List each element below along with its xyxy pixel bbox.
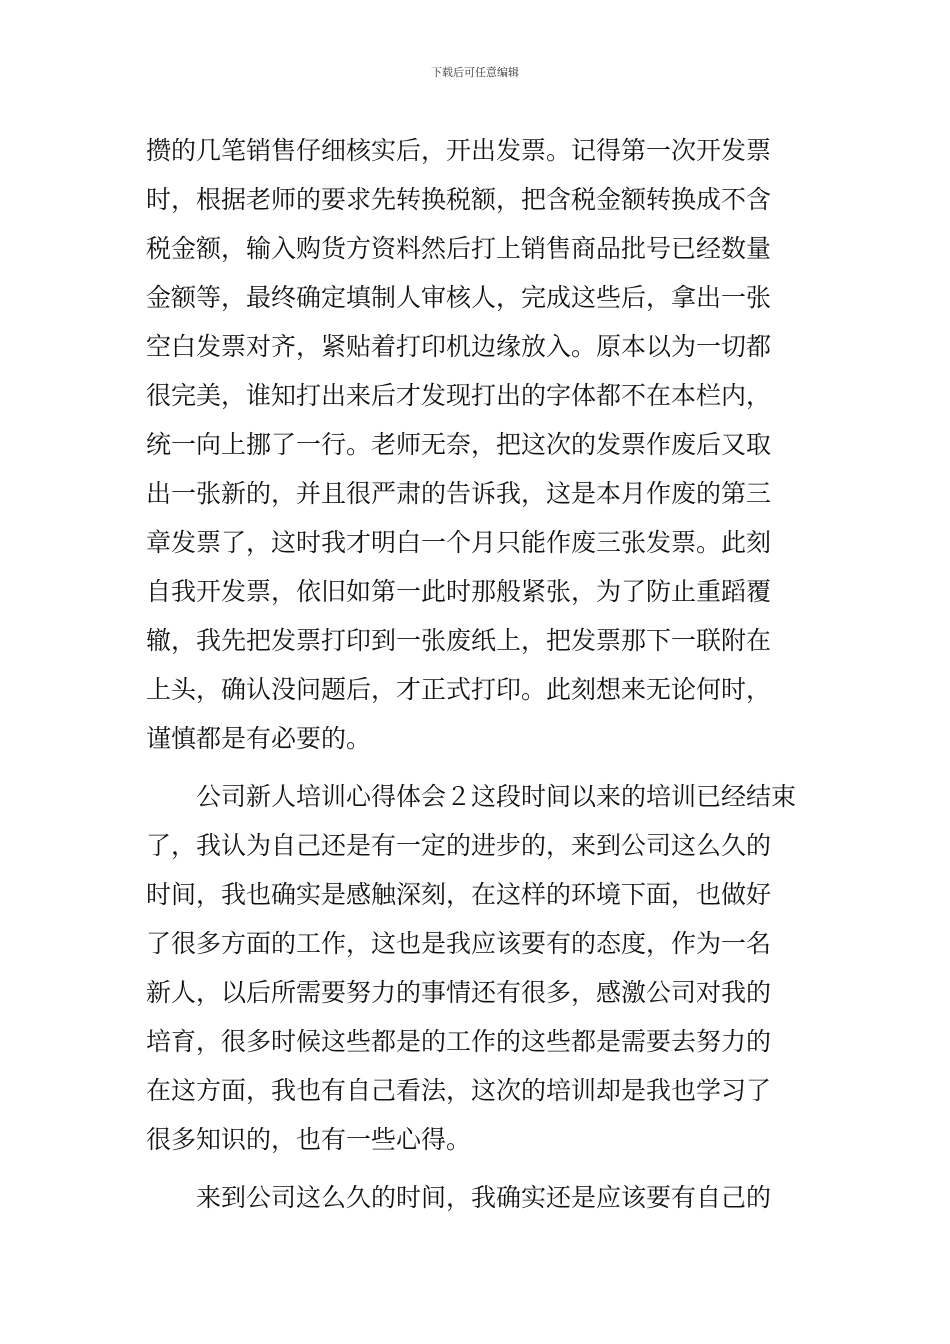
paragraph-1-line-13: 谨慎都是有必要的。: [146, 724, 372, 753]
paragraph-1-line-12: 上头，确认没问题后，才正式打印。此刻想来无论何时，: [146, 675, 772, 704]
paragraph-2-line-4: 了很多方面的工作，这也是我应该要有的态度，作为一名: [146, 929, 772, 958]
paragraph-3-line-1: 来到公司这么久的时间，我确实还是应该要有自己的: [196, 1183, 772, 1212]
paragraph-1-line-6: 很完美，谁知打出来后才发现打出的字体都不在本栏内，: [146, 381, 772, 410]
page-header: 下载后可任意编辑: [431, 66, 519, 79]
paragraph-2-line-1: 公司新人培训心得体会２这段时间以来的培训已经结束: [196, 782, 797, 811]
paragraph-1-line-1: 攒的几笔销售仔细核实后，开出发票。记得第一次开发票: [146, 136, 772, 165]
paragraph-1-line-5: 空白发票对齐，紧贴着打印机边缘放入。原本以为一切都: [146, 332, 772, 361]
paragraph-1-line-8: 出一张新的，并且很严肃的告诉我，这是本月作废的第三: [146, 479, 772, 508]
paragraph-2-line-5: 新人，以后所需要努力的事情还有很多，感激公司对我的: [146, 978, 772, 1007]
paragraph-2-line-3: 时间，我也确实是感触深刻，在这样的环境下面，也做好: [146, 880, 772, 909]
paragraph-1-line-4: 金额等，最终确定填制人审核人，完成这些后，拿出一张: [146, 283, 772, 312]
paragraph-2-line-8: 很多知识的，也有一些心得。: [146, 1125, 472, 1154]
paragraph-1-line-10: 自我开发票，依旧如第一此时那般紧张，为了防止重蹈覆: [146, 577, 772, 606]
paragraph-1-line-2: 时，根据老师的要求先转换税额，把含税金额转换成不含: [146, 185, 772, 214]
paragraph-2-line-7: 在这方面，我也有自己看法，这次的培训却是我也学习了: [146, 1076, 772, 1105]
paragraph-1-line-7: 统一向上挪了一行。老师无奈，把这次的发票作废后又取: [146, 430, 772, 459]
paragraph-2-line-2: 了，我认为自己还是有一定的进步的，来到公司这么久的: [146, 831, 772, 860]
paragraph-2-line-6: 培育，很多时候这些都是的工作的这些都是需要去努力的: [146, 1027, 772, 1056]
paragraph-1-line-9: 章发票了，这时我才明白一个月只能作废三张发票。此刻: [146, 528, 772, 557]
paragraph-1-line-11: 辙，我先把发票打印到一张废纸上，把发票那下一联附在: [146, 626, 772, 655]
paragraph-1-line-3: 税金额，输入购货方资料然后打上销售商品批号已经数量: [146, 234, 772, 263]
